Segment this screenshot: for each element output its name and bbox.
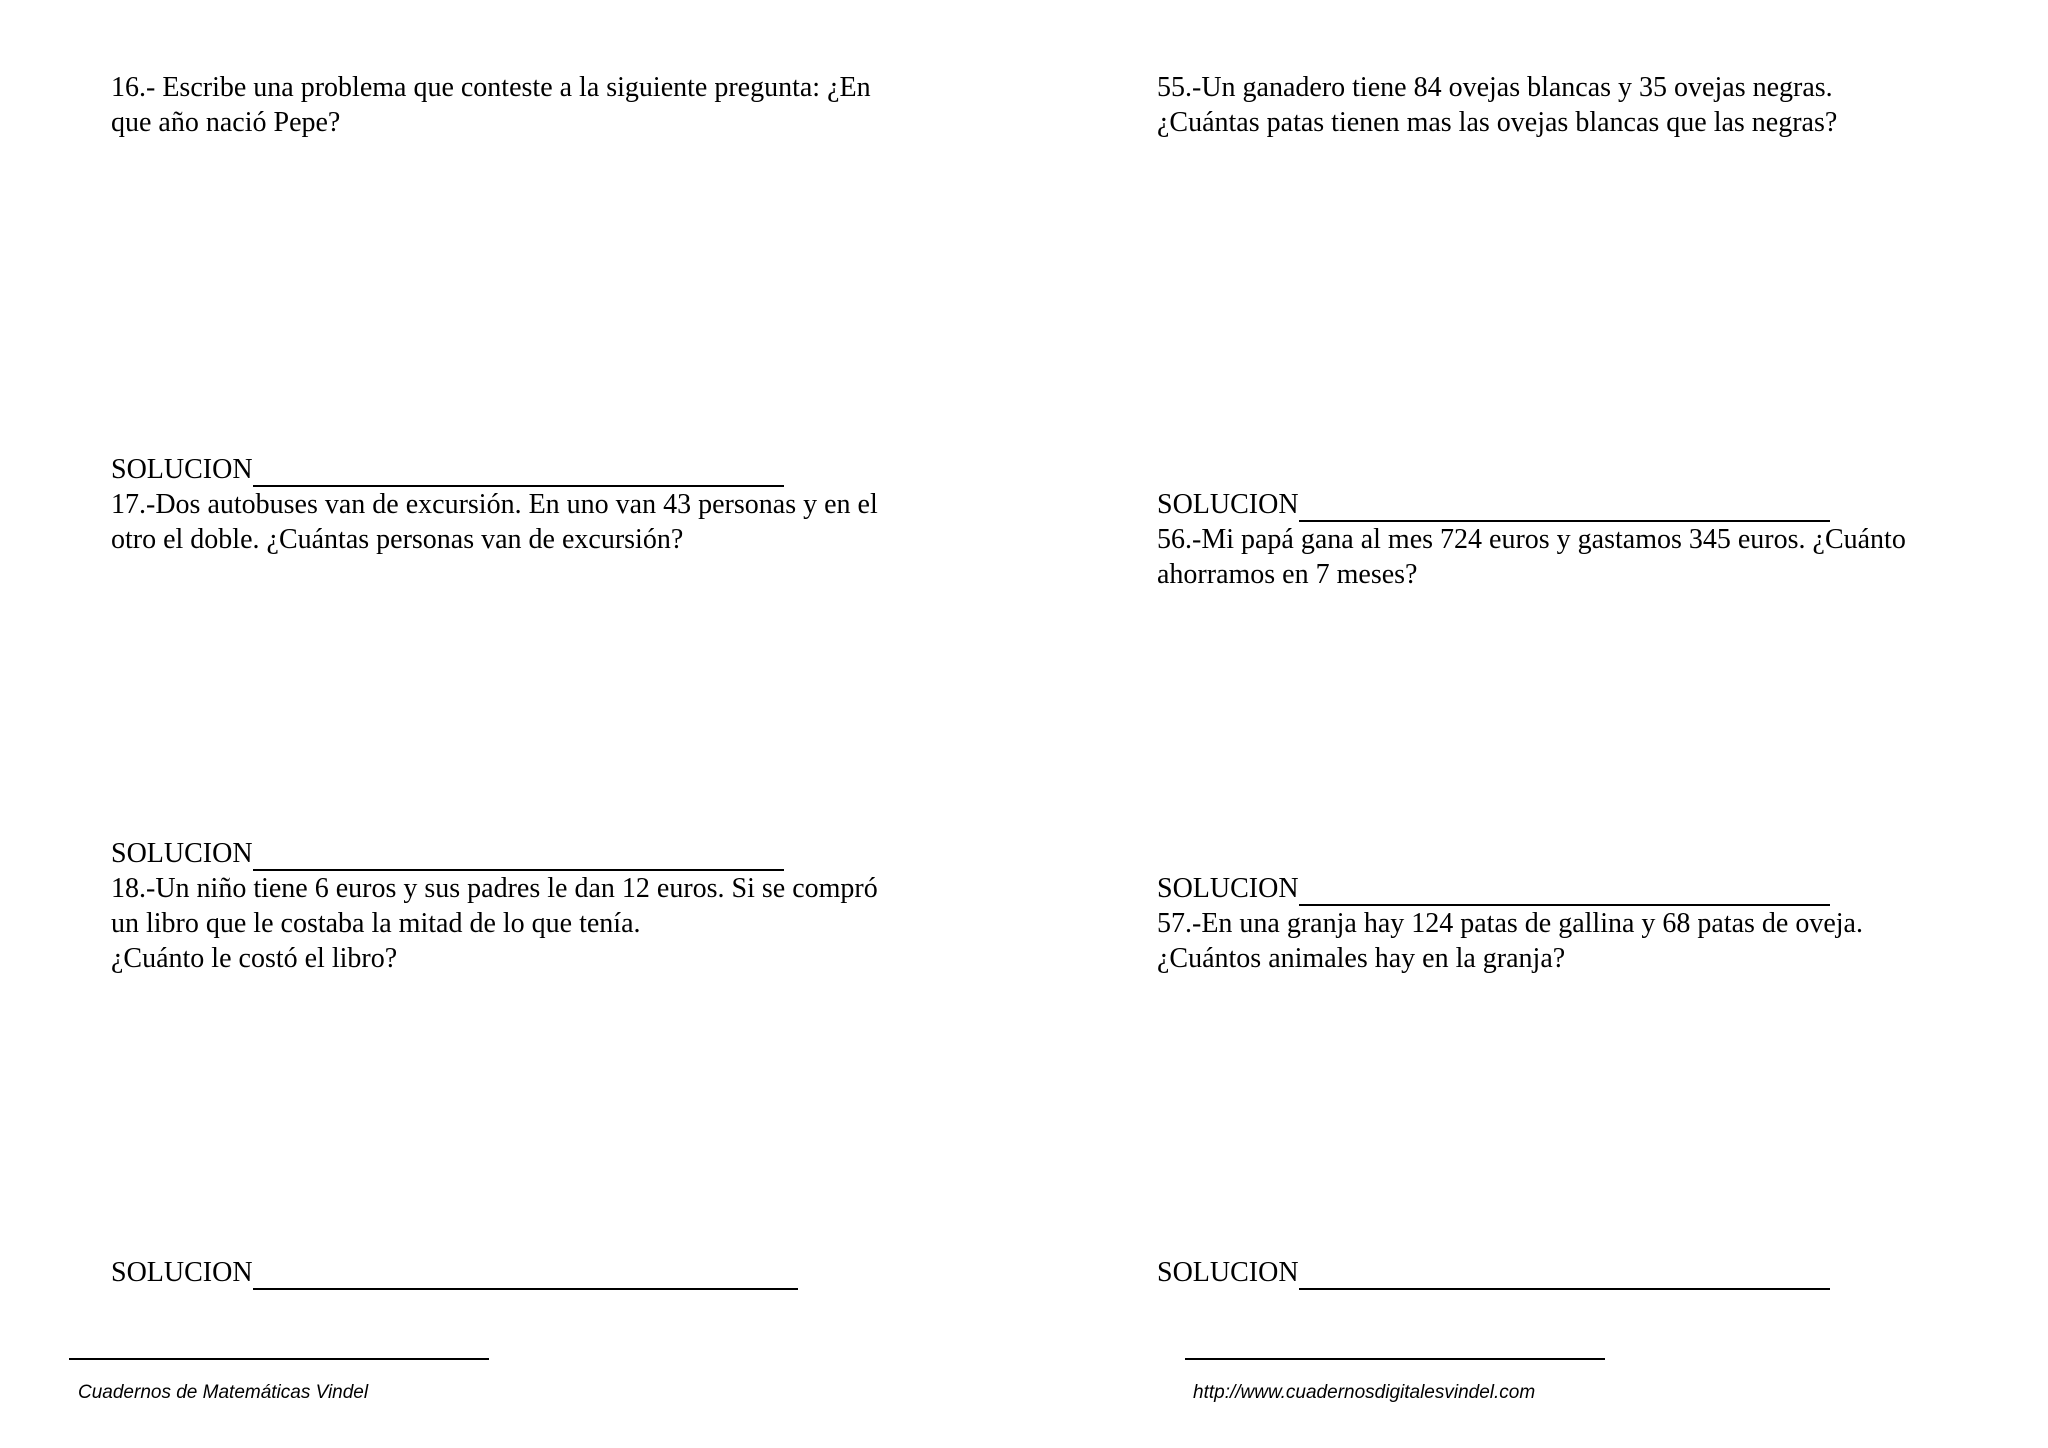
solution-18 [111, 1255, 798, 1290]
problem-57-text: 57.-En una granja hay 124 patas de gallina y 68 patas de oveja. ¿Cuántos animales hay en la granja? [1157, 908, 1863, 974]
solution-16 [111, 452, 784, 487]
solution-label: SOLUCION [111, 838, 253, 869]
problem-16-text: 16.- Escribe una problema que conteste a la siguiente pregunta: ¿En que año nació Pepe? [111, 72, 871, 138]
solution-answer-line[interactable] [1299, 493, 1830, 522]
solution-label: SOLUCION [1157, 1257, 1299, 1288]
solution-17 [111, 836, 784, 871]
solution-label: SOLUCION [1157, 489, 1299, 520]
footer-left-text: Cuadernos de Matemáticas Vindel [78, 1382, 369, 1403]
problem-55-text: 55.-Un ganadero tiene 84 ovejas blancas y 35 ovejas negras. ¿Cuántas patas tienen mas las ovejas blancas que las negras? [1157, 72, 1838, 138]
solution-answer-line[interactable] [253, 458, 784, 487]
solution-label: SOLUCION [111, 454, 253, 485]
problem-56-text: 56.-Mi papá gana al mes 724 euros y gastamos 345 euros. ¿Cuánto ahorramos en 7 meses? [1157, 524, 1906, 590]
solution-57 [1157, 1255, 1830, 1290]
solution-56 [1157, 871, 1830, 906]
footer-rule-right [1185, 1358, 1605, 1360]
solution-label: SOLUCION [1157, 873, 1299, 904]
footer-rule-left [69, 1358, 489, 1360]
solution-55 [1157, 487, 1830, 522]
solution-answer-line[interactable] [253, 842, 784, 871]
footer-url-link[interactable]: http://www.cuadernosdigitalesvindel.com [1193, 1382, 1536, 1403]
solution-answer-line[interactable] [253, 1261, 798, 1290]
solution-label: SOLUCION [111, 1257, 253, 1288]
solution-answer-line[interactable] [1299, 1261, 1830, 1290]
problem-17-text: 17.-Dos autobuses van de excursión. En uno van 43 personas y en el otro el doble. ¿Cuántas personas van de excursión? [111, 489, 878, 555]
solution-answer-line[interactable] [1299, 877, 1830, 906]
problem-18-text: 18.-Un niño tiene 6 euros y sus padres le dan 12 euros. Si se compró un libro que le costaba la mitad de lo que tenía. ¿Cuánto le costó el libro? [111, 873, 878, 974]
